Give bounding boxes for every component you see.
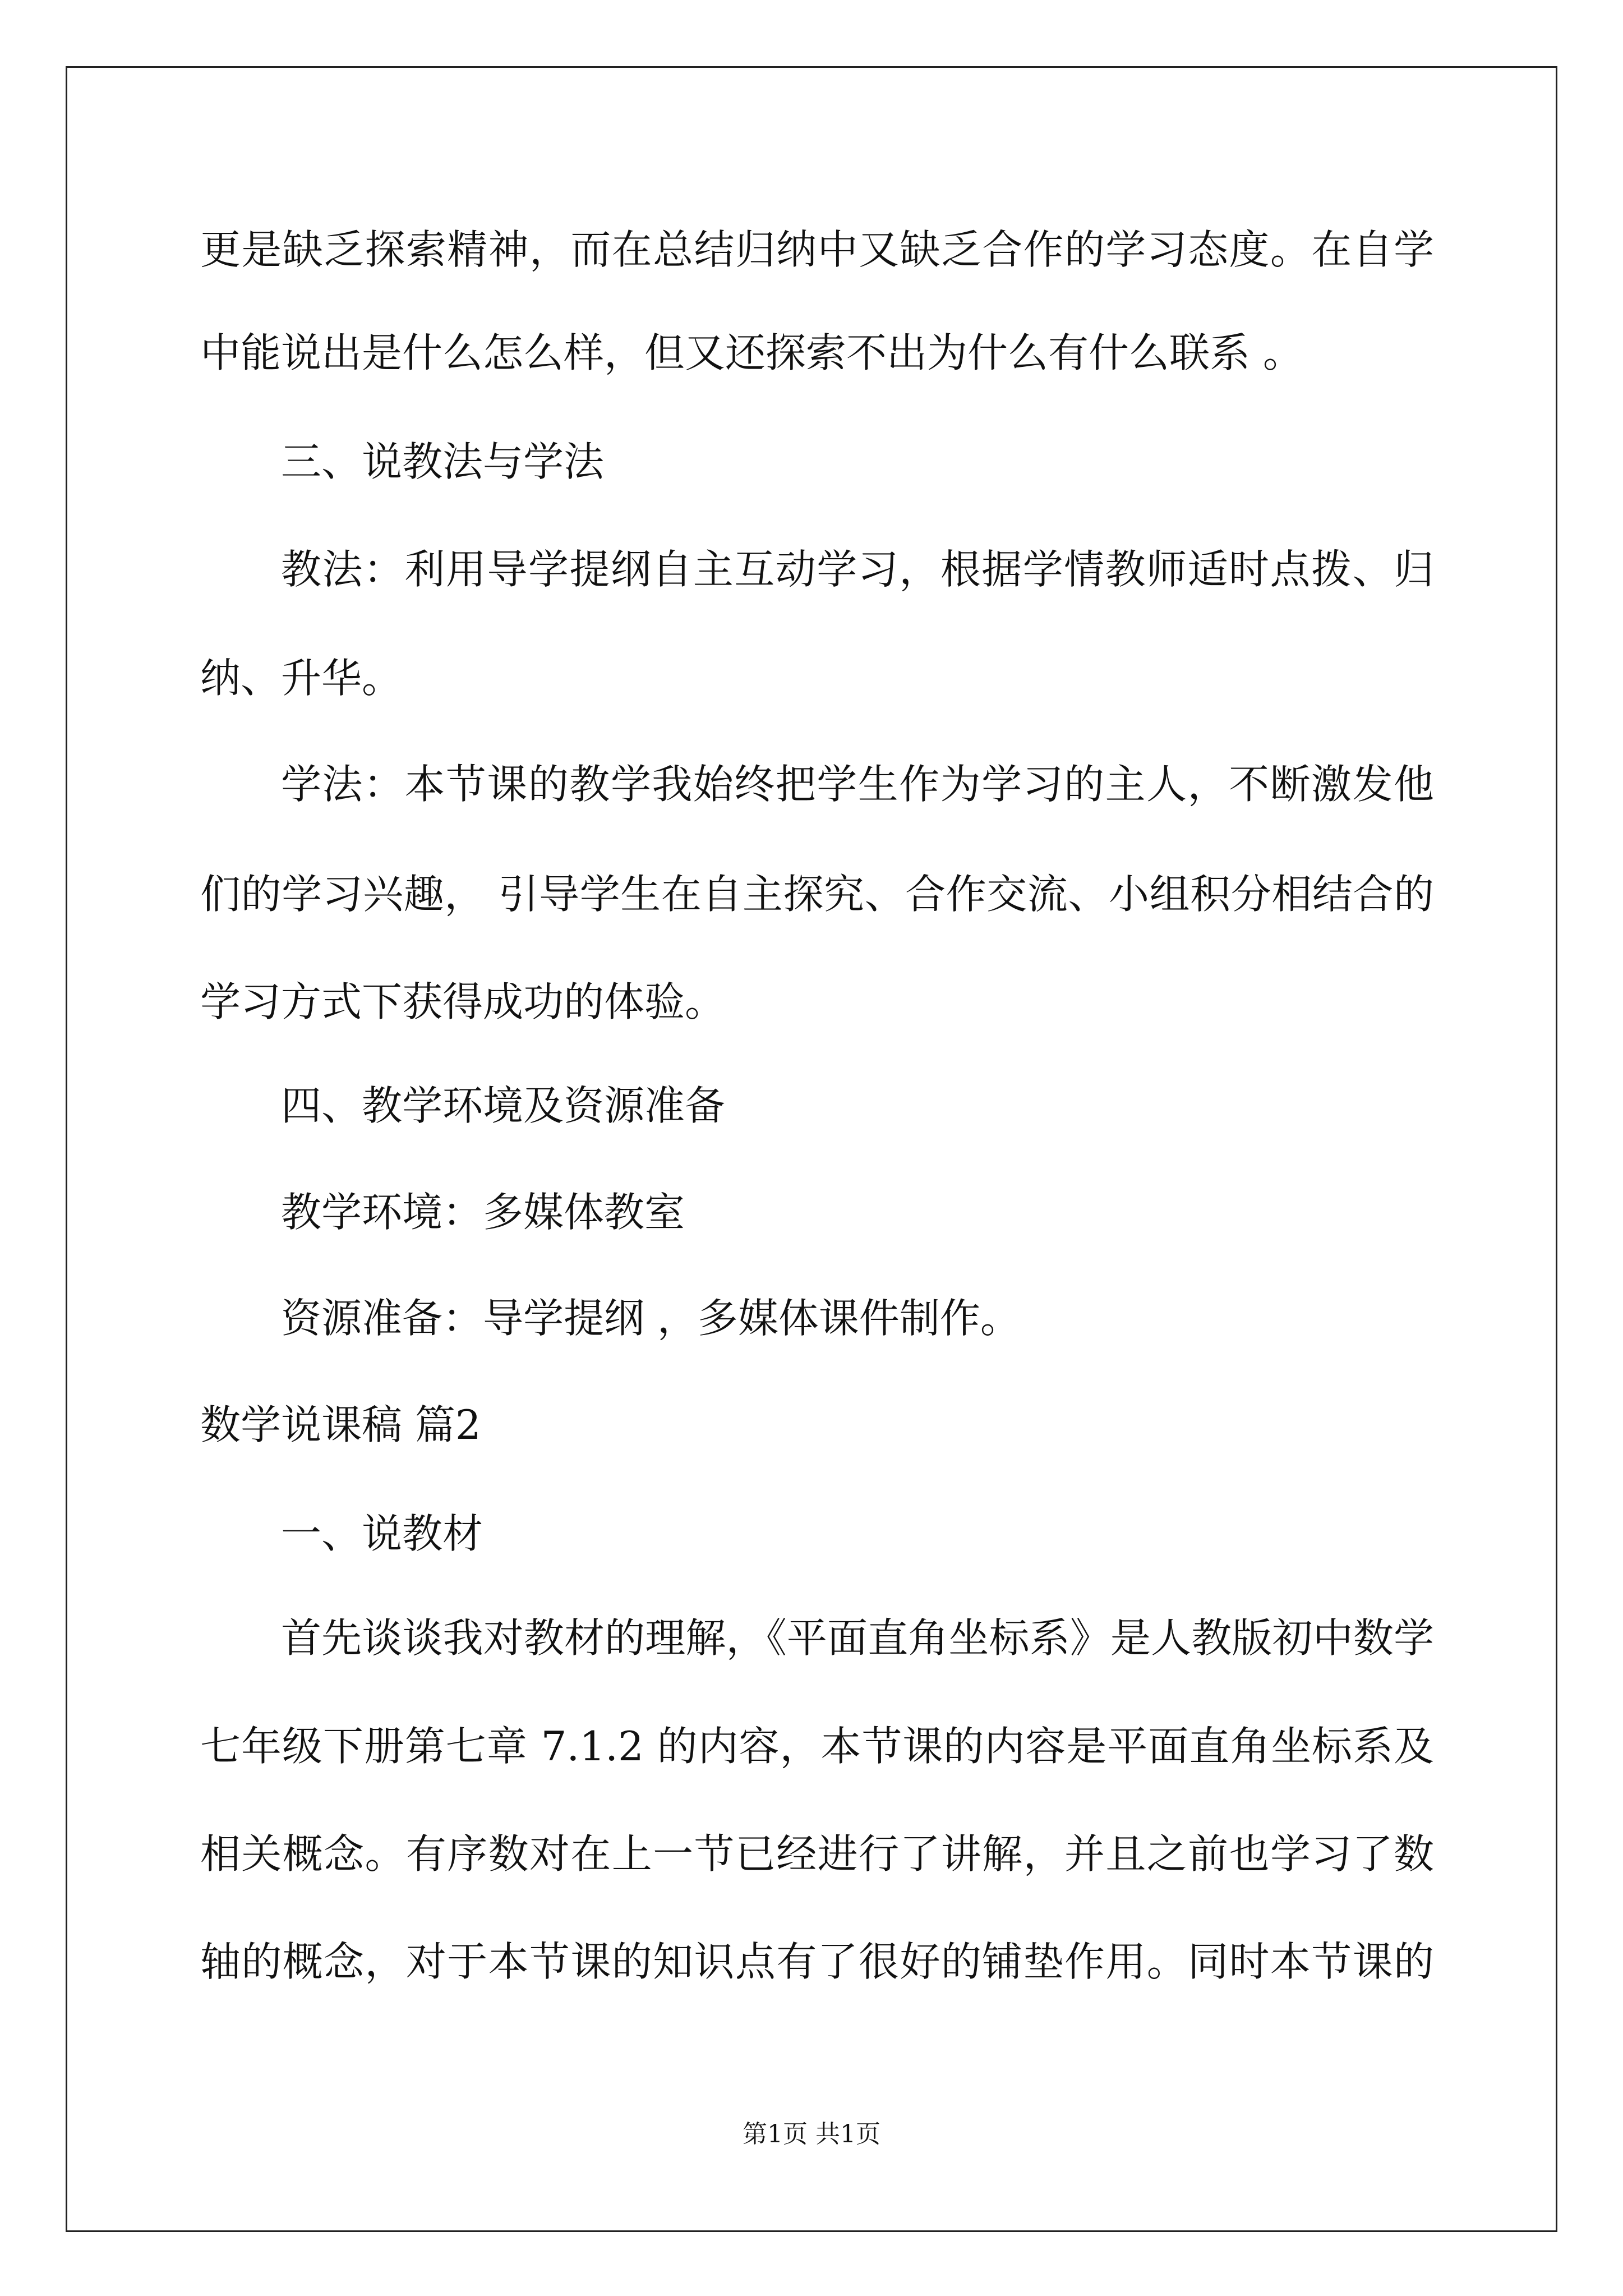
text-line: 七年级下册第七章 7.1.2 的内容，本节课的内容是平面直角坐标系及 <box>200 1723 1434 1770</box>
section-heading: 一、说教材 <box>281 1510 483 1557</box>
text-line: 学习方式下获得成功的体验。 <box>200 978 726 1025</box>
text-line: 学法：本节课的教学我始终把学生作为学习的主人，不断激发他 <box>281 761 1434 808</box>
text-line: 首先谈谈我对教材的理解，《平面直角坐标系》是人教版初中数学 <box>281 1614 1434 1662</box>
section-heading: 三、说教法与学法 <box>281 438 605 485</box>
text-line: 更是缺乏探索精神，而在总结归纳中又缺乏合作的学习态度。在自学 <box>200 226 1434 273</box>
page-footer: 第1页 共1页 <box>743 2120 880 2148</box>
text-line: 轴的概念，对于本节课的知识点有了很好的铺垫作用。同时本节课的 <box>200 1938 1434 1985</box>
page-border <box>66 66 1557 2232</box>
text-line: 中能说出是什么怎么样，但又还探索不出为什么有什么联系 。 <box>200 329 1303 376</box>
text-line: 们的学习兴趣， 引导学生在自主探究、合作交流、小组积分相结合的 <box>200 871 1434 918</box>
article-title: 数学说课稿 篇2 <box>200 1401 481 1448</box>
text-line: 纳、升华。 <box>200 655 403 702</box>
section-heading: 四、教学环境及资源准备 <box>281 1082 726 1129</box>
text-line: 教法：利用导学提纲自主互动学习，根据学情教师适时点拨、归 <box>281 546 1434 593</box>
text-line: 资源准备：导学提纲 ，多媒体课件制作。 <box>281 1295 1021 1342</box>
text-line: 相关概念。有序数对在上一节已经进行了讲解，并且之前也学习了数 <box>200 1830 1434 1878</box>
text-line: 教学环境：多媒体教室 <box>281 1189 685 1236</box>
